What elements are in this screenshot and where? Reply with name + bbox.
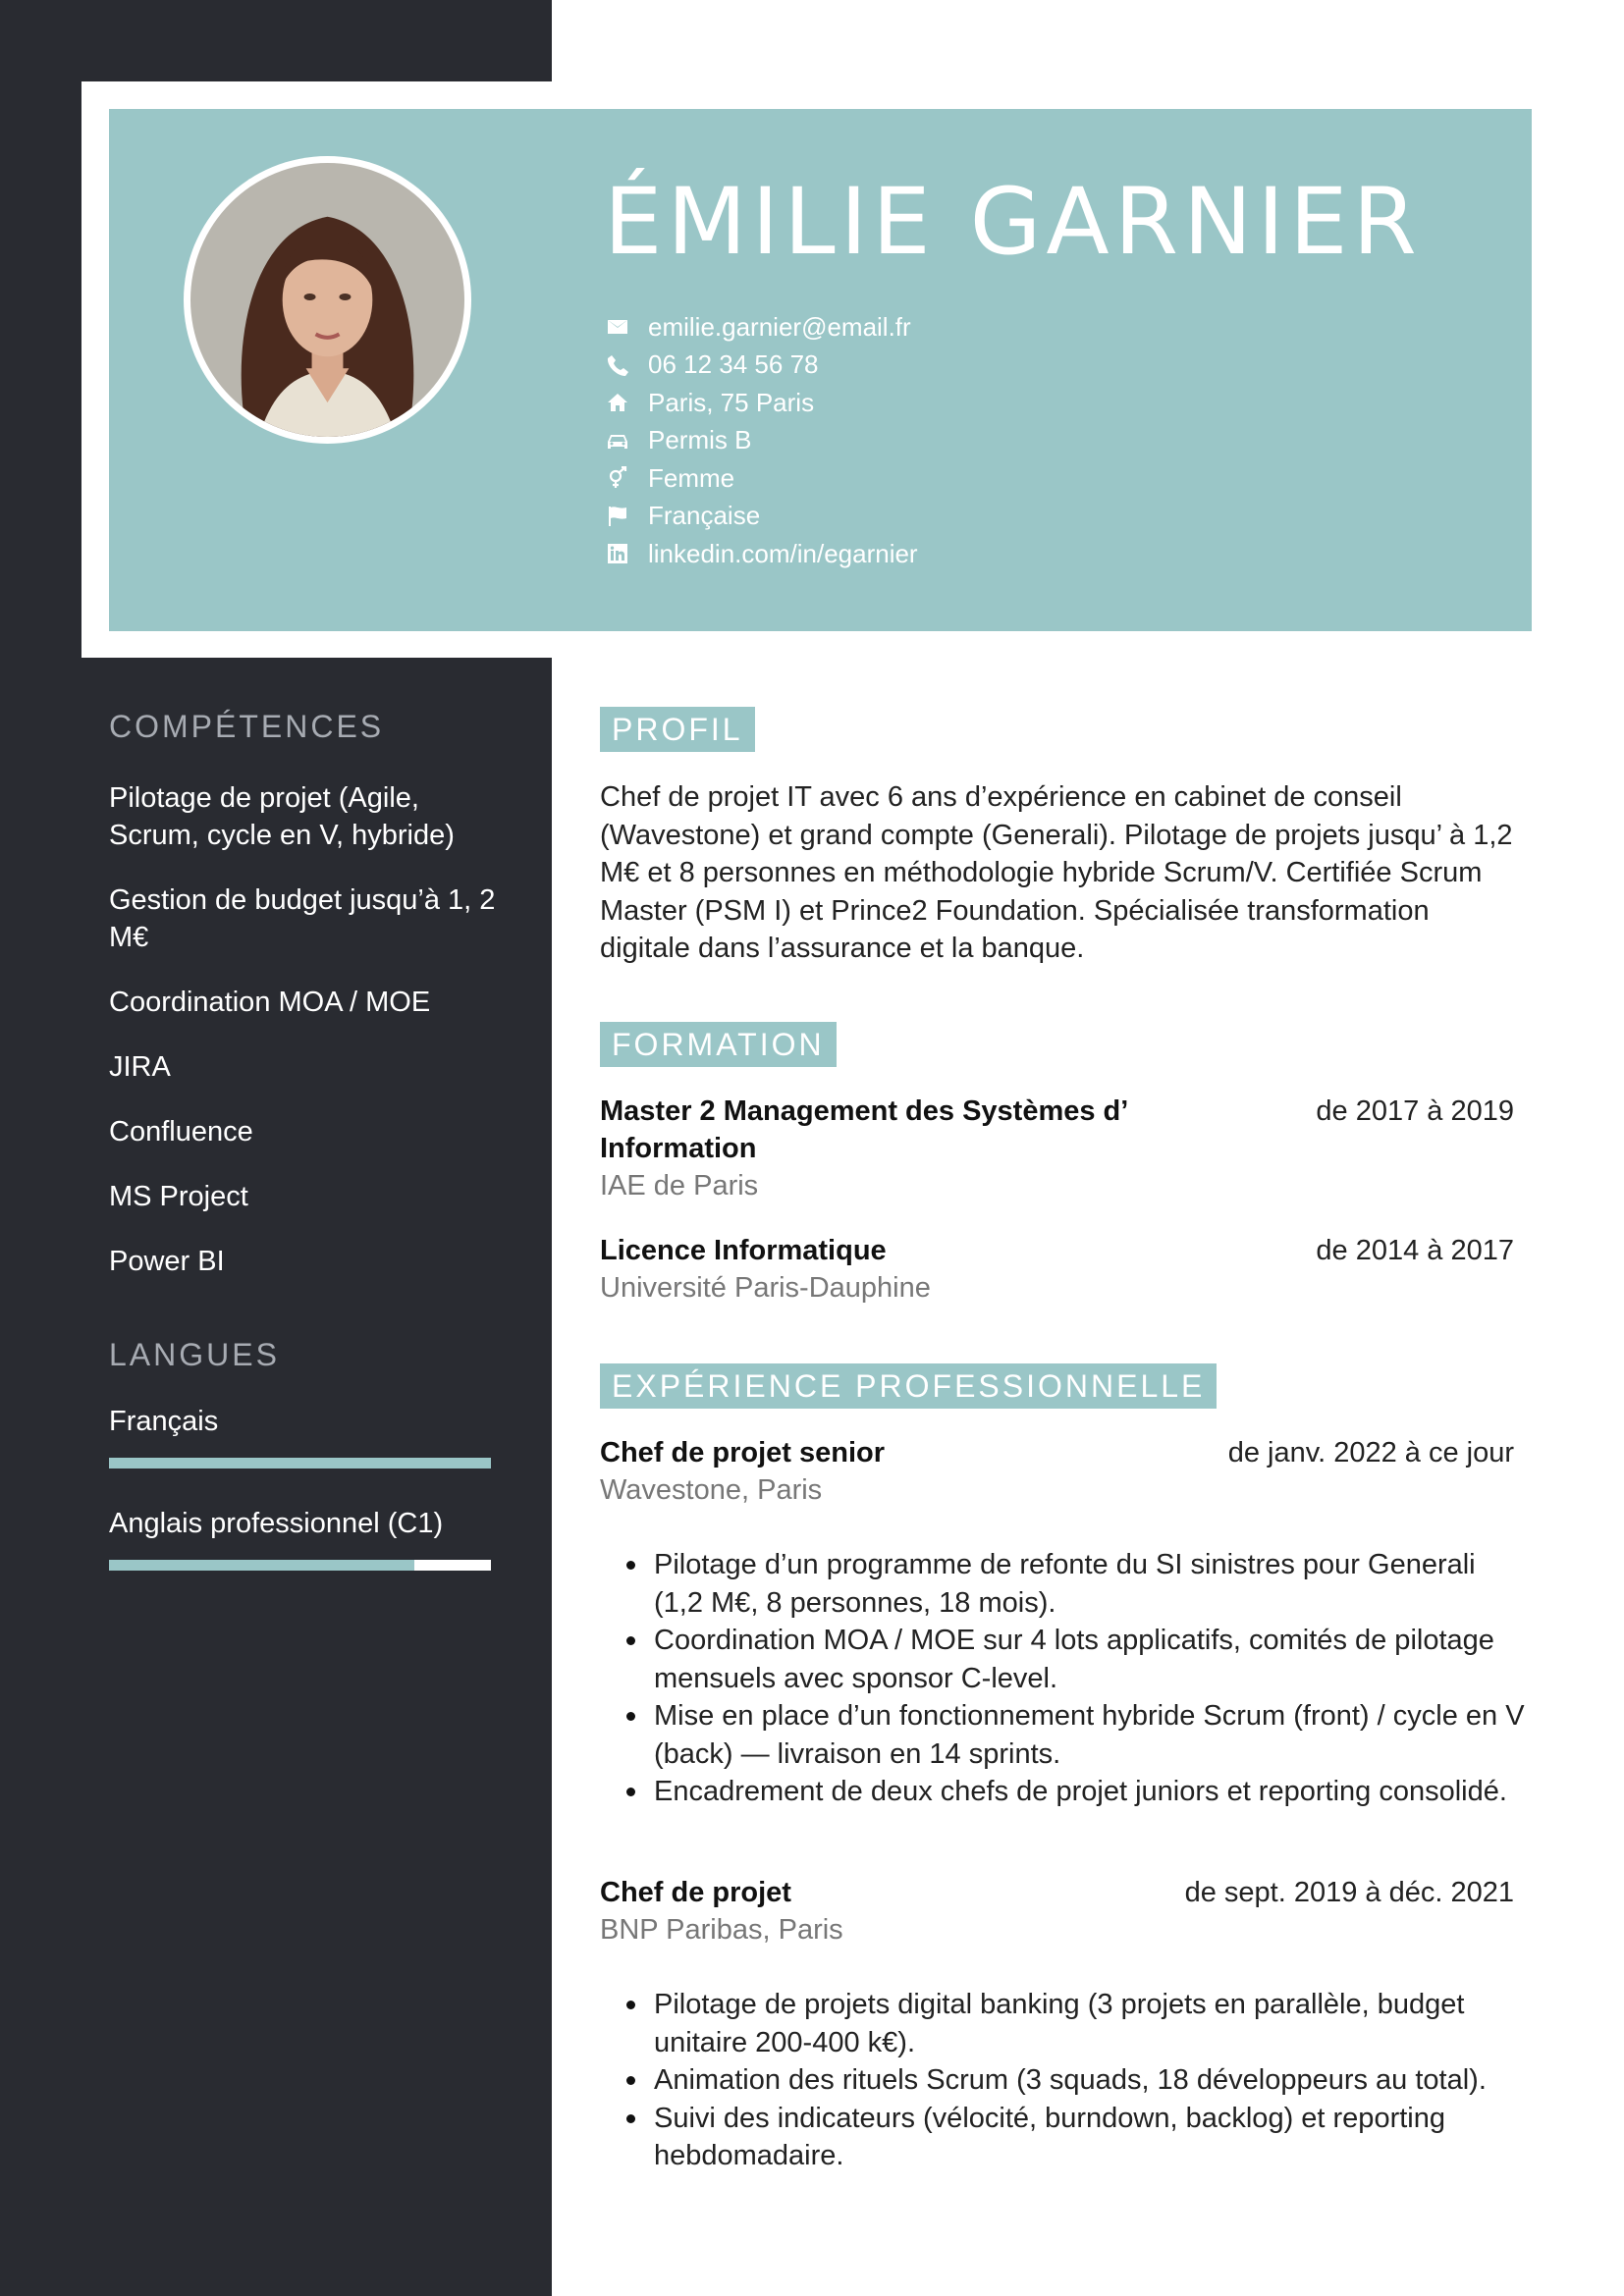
contact-phone[interactable]: 06 12 34 56 78	[604, 347, 918, 385]
section-title-experience: EXPÉRIENCE PROFESSIONNELLE	[600, 1363, 1217, 1409]
job-role: Chef de projet	[600, 1877, 791, 1908]
languages-title: LANGUES	[109, 1337, 280, 1372]
contact-license: Permis B	[604, 422, 918, 460]
list-item: Pilotage de projets digital banking (3 projets en parallèle, budget unitaire 200-400 k€).	[654, 1986, 1528, 2061]
list-item: Coordination MOA / MOE sur 4 lots applicatifs, comités de pilotage mensuels avec sponsor C-level.	[654, 1622, 1528, 1697]
list-item: Animation des rituels Scrum (3 squads, 18 développeurs au total).	[654, 2061, 1528, 2100]
profile-photo	[184, 156, 471, 444]
car-icon	[604, 428, 631, 454]
job-dates: de janv. 2022 à ce jour	[1227, 1437, 1514, 1468]
phone-icon	[604, 352, 631, 378]
education-degree: Master 2 Management des Systèmes d’ Information	[600, 1095, 1127, 1164]
profile-text: Chef de projet IT avec 6 ans d’expérience en cabinet de conseil (Wavestone) et grand compte (Generali). Pilotage de projets jusqu’ à 1,2 M€ et 8 personnes en méthodologie hybride Scrum/V. Certifiée Scrum Master (PSM I) et Prince2 Foundation. Spécialisée transformation digitale dans l’assurance et la banque.	[600, 781, 1513, 964]
list-item: Mise en place d’un fonctionnement hybride Scrum (front) / cycle en V (back) — livraison en 14 sprints.	[654, 1697, 1528, 1773]
contact-list	[604, 308, 918, 573]
skill-item: Pilotage de projet (Agile, Scrum, cycle en V, hybride)	[109, 782, 455, 851]
job-company: Wavestone, Paris	[600, 1474, 823, 1506]
skill-item: Coordination MOA / MOE	[109, 987, 431, 1018]
skill-item: MS Project	[109, 1181, 248, 1212]
candidate-name: ÉMILIE GARNIER	[604, 169, 1422, 276]
portrait-image	[190, 163, 464, 437]
language-name: Français	[109, 1406, 219, 1437]
language-level-bar	[109, 1560, 491, 1571]
home-icon	[604, 390, 631, 415]
job-dates: de sept. 2019 à déc. 2021	[1184, 1877, 1514, 1908]
language-level-fill	[109, 1560, 414, 1571]
list-item: Encadrement de deux chefs de projet juniors et reporting consolidé.	[654, 1773, 1528, 1811]
list-item: Suivi des indicateurs (vélocité, burndown, backlog) et reporting hebdomadaire.	[654, 2100, 1528, 2175]
job-bullets	[654, 1546, 1528, 1811]
skills-title: COMPÉTENCES	[109, 709, 385, 744]
contact-email[interactable]: emilie.garnier@email.fr	[604, 308, 918, 347]
education-school: IAE de Paris	[600, 1170, 759, 1201]
contact-gender: Femme	[604, 459, 918, 498]
envelope-icon	[604, 314, 631, 340]
linkedin-icon	[604, 541, 631, 566]
education-degree: Licence Informatique	[600, 1235, 887, 1266]
contact-address: Paris, 75 Paris	[604, 384, 918, 422]
contact-linkedin[interactable]: linkedin.com/in/egarnier	[604, 535, 918, 573]
language-level-bar	[109, 1458, 491, 1468]
education-dates: de 2014 à 2017	[1316, 1235, 1514, 1266]
skill-item: Power BI	[109, 1246, 225, 1277]
list-item: Pilotage d’un programme de refonte du SI sinistres pour Generali (1,2 M€, 8 personnes, 18 mois).	[654, 1546, 1528, 1622]
skill-item: Gestion de budget jusqu’à 1, 2 M€	[109, 884, 496, 953]
job-company: BNP Paribas, Paris	[600, 1914, 843, 1946]
language-name: Anglais professionnel (C1)	[109, 1508, 444, 1539]
job-role: Chef de projet senior	[600, 1437, 886, 1468]
gender-icon	[604, 465, 631, 491]
skill-item: Confluence	[109, 1116, 253, 1148]
flag-icon	[604, 504, 631, 529]
section-title-profile: PROFIL	[600, 707, 755, 752]
education-dates: de 2017 à 2019	[1316, 1095, 1514, 1127]
education-school: Université Paris-Dauphine	[600, 1272, 931, 1304]
skill-item: JIRA	[109, 1051, 171, 1083]
language-level-fill	[109, 1458, 491, 1468]
contact-nationality: Française	[604, 498, 918, 536]
job-bullets	[654, 1986, 1528, 2175]
section-title-education: FORMATION	[600, 1022, 837, 1067]
